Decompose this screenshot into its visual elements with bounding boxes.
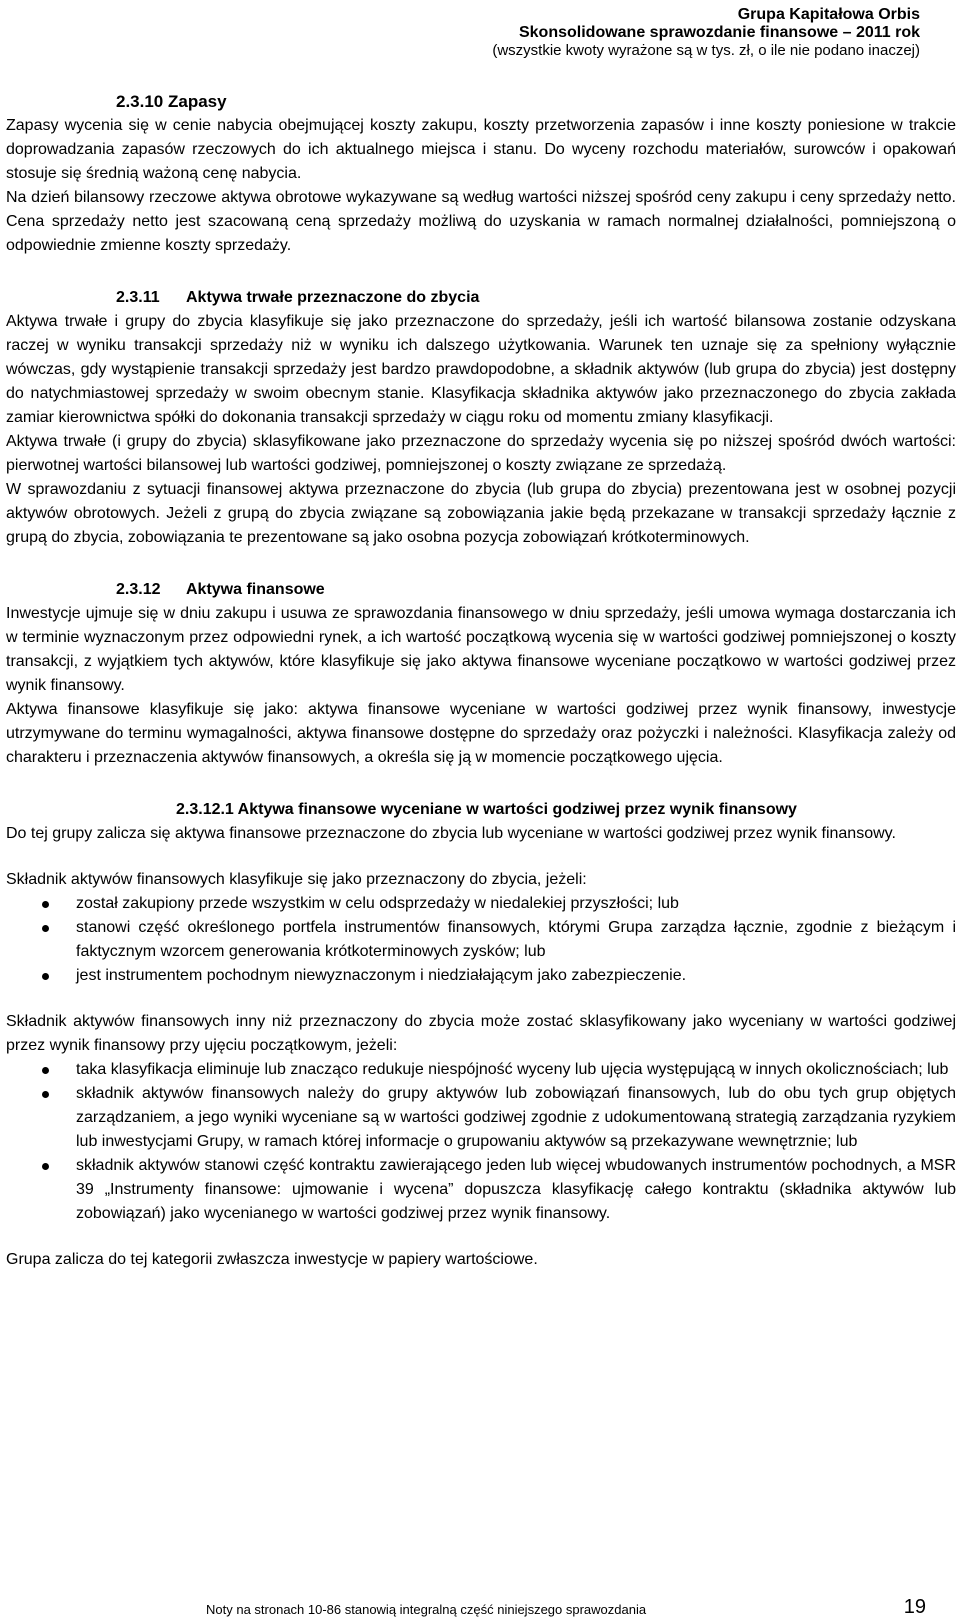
list-item-text: jest instrumentem pochodnym niewyznaczonym i niedziałającym jako zabezpieczenie.: [76, 967, 687, 984]
heading-zapasy: 2.3.10 Zapasy: [116, 92, 227, 111]
bullet-icon: [42, 1091, 49, 1098]
section-title: Aktywa finansowe: [186, 581, 325, 598]
section-number: 2.3.11: [116, 289, 160, 306]
paragraph: Na dzień bilansowy rzeczowe aktywa obrotowe wykazywane są według wartości niższej spośród ceny zakupu i ceny sprzedaży netto. Cena sprzedaży netto jest szacowaną ceną sprzedaży możliwą do uzyskania w ramach normalnej działalności, pomniejszoną o odpowiednie zmienne koszty sprzedaży.: [6, 189, 956, 254]
paragraph: Aktywa trwałe (i grupy do zbycia) sklasyfikowane jako przeznaczone do sprzedaży wycenia się po niższej spośród dwóch wartości: pierwotnej wartości bilansowej lub wartości godziwej, pomniejszonej o koszty związane ze sprzedażą.: [6, 433, 956, 474]
list-item: [6, 1082, 956, 1154]
footer-note: Noty na stronach 10-86 stanowią integralną część niniejszego sprawozdania: [206, 1602, 647, 1617]
bullet-icon: [42, 1163, 49, 1170]
paragraph: Aktywa finansowe klasyfikuje się jako: aktywa finansowe wyceniane w wartości godziwej przez wynik finansowy, inwestycje utrzymywane do terminu wymagalności, aktywa finansowe dostępne do sprzedaży oraz pożyczki i należności. Klasyfikacja zależy od charakteru i przeznaczenia aktywów finansowych, a określa się ją w momencie początkowego ujęcia.: [6, 701, 956, 766]
document-body: [6, 90, 956, 1272]
paragraph: Aktywa trwałe i grupy do zbycia klasyfikuje się jako przeznaczone do sprzedaży, jeśli ich wartość bilansowa zostanie odzyskana raczej w wyniku transakcji sprzedaży niż w wyniku ich dalszego użytkowania. Warunek ten uznaje się za spełniony wyłącznie wówczas, gdy wystąpienie transakcji sprzedaży jest bardzo prawdopodobne, a składnik aktywów (lub grupa do zbycia) jest dostępny do natychmiastowej sprzedaży w swoim obecnym stanie. Klasyfikacja składnika aktywów jako przeznaczonego do zbycia zakłada zamiar kierownictwa spółki do dokonania transakcji sprzedaży w ciągu roku od momentu zmiany klasyfikacji.: [6, 313, 956, 426]
page-header: [492, 6, 920, 60]
section-title: Aktywa trwałe przeznaczone do zbycia: [186, 289, 480, 306]
list-item-text: taka klasyfikacja eliminuje lub znacząco redukuje niespójność wyceny lub ujęcia występującą w innych okolicznościach; lub: [76, 1061, 949, 1078]
bullet-list: [6, 1058, 956, 1226]
section-number: 2.3.12: [116, 581, 161, 598]
list-item-text: składnik aktywów finansowych należy do grupy aktywów lub zobowiązań finansowych, lub do obu tych grup objętych zarządzaniem, a jego wyniki wyceniane są w wartości godziwej zgodnie z udokumentowaną strategią zarządzania ryzykiem lub inwestycjami Grupy, w ramach której informacje o grupowaniu aktywów są przekazywane wewnętrznie; lub: [76, 1085, 956, 1150]
list-item: [6, 892, 956, 916]
paragraph: Składnik aktywów finansowych inny niż przeznaczony do zbycia może zostać sklasyfikowany jako wyceniany w wartości godziwej przez wynik finansowy przy ujęciu początkowym, jeżeli:: [6, 1013, 956, 1054]
header-report-title: Skonsolidowane sprawozdanie finansowe – 2011 rok: [518, 24, 920, 41]
bullet-icon: [42, 925, 49, 932]
paragraph: W sprawozdaniu z sytuacji finansowej aktywa przeznaczone do zbycia (lub grupa do zbycia) prezentowana jest w osobnej pozycji aktywów obrotowych. Jeżeli z grupą do zbycia związane są zobowiązania jakie będą przekazane w transakcji sprzedaży łącznie z grupą do zbycia, zobowiązania te prezentowane są jako osobna pozycja zobowiązań krótkoterminowych.: [6, 481, 956, 546]
list-item: [6, 916, 956, 964]
paragraph: Składnik aktywów finansowych klasyfikuje się jako przeznaczony do zbycia, jeżeli:: [6, 871, 587, 888]
bullet-icon: [42, 973, 49, 980]
bullet-list: [6, 892, 956, 988]
list-item-text: stanowi część określonego portfela instrumentów finansowych, którymi Grupa zarządza łącznie, zgodnie z bieżącym i faktycznym wzorcem generowania krótkoterminowych zysków; lub: [76, 919, 956, 960]
bullet-icon: [42, 1067, 49, 1074]
heading-aktywa-trwale: [6, 286, 956, 310]
paragraph: Do tej grupy zalicza się aktywa finansowe przeznaczone do zbycia lub wyceniane w wartości godziwej przez wynik finansowy.: [6, 825, 896, 842]
header-currency-note: (wszystkie kwoty wyrażone są w tys. zł, o ile nie podano inaczej): [492, 42, 920, 59]
paragraph: Inwestycje ujmuje się w dniu zakupu i usuwa ze sprawozdania finansowego w dniu sprzedaży, jeśli umowa wymaga dostarczania ich w terminie wyznaczonym przez odpowiedni rynek, a ich wartość początkową wycenia się w wartości godziwej pomniejszonej o koszty transakcji, z wyjątkiem tych aktywów, które klasyfikuje się jako aktywa finansowe wyceniane początkowo w wartości godziwej przez wynik finansowy.: [6, 605, 956, 694]
paragraph: Zapasy wycenia się w cenie nabycia obejmującej koszty zakupu, koszty przetworzenia zapasów i inne koszty poniesione w trakcie doprowadzania zapasów rzeczowych do ich aktualnego miejsca i stanu. Do wyceny rozchodu materiałów, surowców i opakowań stosuje się średnią ważoną cenę nabycia.: [6, 117, 956, 182]
page-footer: [0, 1592, 960, 1622]
page-number: 19: [903, 1596, 926, 1618]
list-item-text: został zakupiony przede wszystkim w celu odsprzedaży w niedalekiej przyszłości; lub: [76, 895, 679, 912]
list-item: [6, 964, 956, 988]
list-item: [6, 1154, 956, 1226]
heading-aktywa-wyceniane: 2.3.12.1 Aktywa finansowe wyceniane w wartości godziwej przez wynik finansowy: [176, 801, 797, 818]
bullet-icon: [42, 901, 49, 908]
heading-aktywa-finansowe: [6, 578, 956, 602]
paragraph: Grupa zalicza do tej kategorii zwłaszcza inwestycje w papiery wartościowe.: [6, 1251, 538, 1268]
list-item-text: składnik aktywów stanowi część kontraktu zawierającego jeden lub więcej wbudowanych instrumentów pochodnych, a MSR 39 „Instrumenty finansowe: ujmowanie i wycena” dopuszcza klasyfikację całego kontraktu (składnika aktywów lub zobowiązań) jako wycenianego w wartości godziwej przez wynik finansowy.: [76, 1157, 956, 1222]
header-company: Grupa Kapitałowa Orbis: [737, 6, 920, 23]
list-item: [6, 1058, 956, 1082]
